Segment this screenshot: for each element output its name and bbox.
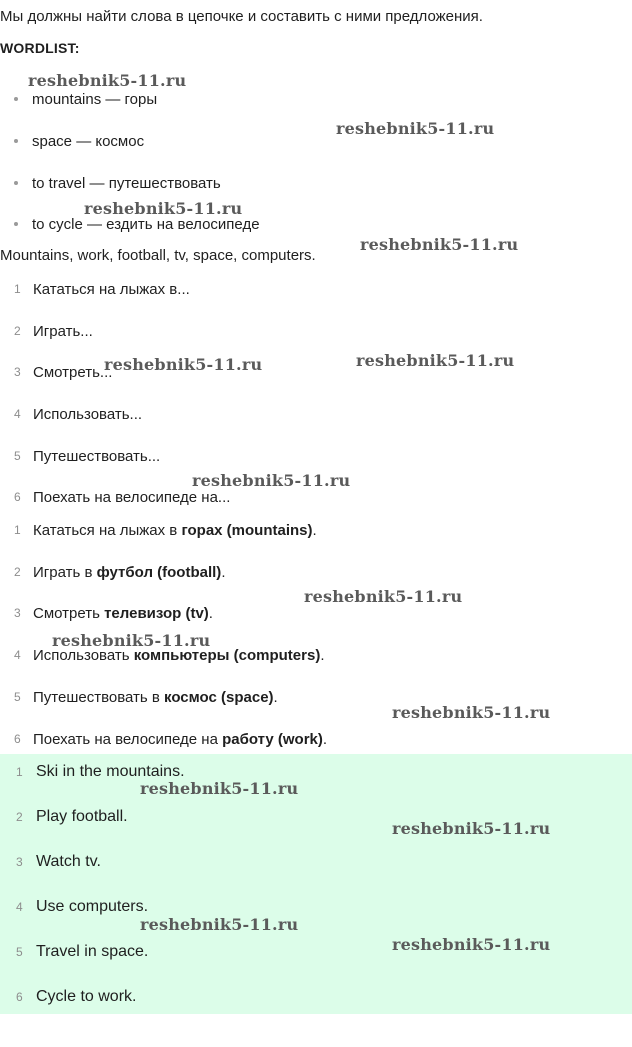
item-number: 4 <box>16 900 23 914</box>
item-number: 5 <box>16 945 23 959</box>
word-chain: Mountains, work, football, tv, space, computers. <box>0 247 316 264</box>
ru-answer-item <box>14 686 278 708</box>
wordlist-item-text: mountains — горы <box>32 90 158 108</box>
answer-bold: космос (space) <box>164 688 274 706</box>
answer-plain: Смотреть <box>33 604 100 622</box>
prompt-text: Смотреть... <box>33 363 113 381</box>
answer-plain: Кататься на лыжах в <box>33 521 178 539</box>
item-number: 3 <box>14 365 21 379</box>
watermark: reshebnik5-11.ru <box>84 199 243 218</box>
item-number: 1 <box>16 765 23 779</box>
prompt-item <box>14 403 142 425</box>
item-number: 3 <box>16 855 23 869</box>
answer-end: . <box>208 604 213 622</box>
item-number: 6 <box>14 732 21 746</box>
ru-answer-item <box>14 561 225 583</box>
bullet-dot <box>14 97 18 101</box>
watermark: reshebnik5-11.ru <box>392 819 551 838</box>
en-answer-text: Ski in the mountains. <box>36 763 185 780</box>
item-number: 2 <box>14 565 21 579</box>
ru-answer-item <box>14 602 213 624</box>
answer-end: . <box>273 688 278 706</box>
en-answer-item <box>16 985 136 1009</box>
en-answer-text: Cycle to work. <box>36 988 137 1005</box>
watermark: reshebnik5-11.ru <box>392 703 551 722</box>
en-answer-item <box>16 940 148 964</box>
answer-end: . <box>312 521 317 539</box>
watermark: reshebnik5-11.ru <box>392 935 551 954</box>
en-answer-text: Play football. <box>36 808 128 825</box>
wordlist-item-text: to cycle — ездить на велосипеде <box>32 215 260 233</box>
wordlist-item <box>14 130 144 152</box>
wordlist-item <box>14 88 157 110</box>
prompt-text: Использовать... <box>33 405 143 423</box>
answer-bold: работу (work) <box>222 730 323 748</box>
item-number: 5 <box>14 449 21 463</box>
watermark: reshebnik5-11.ru <box>336 119 495 138</box>
prompt-item <box>14 278 190 300</box>
ru-answer-item <box>14 519 317 541</box>
watermark: reshebnik5-11.ru <box>140 915 299 934</box>
answer-end: . <box>320 646 325 664</box>
intro-text: Мы должны найти слова в цепочке и составить с ними предложения. <box>0 8 483 25</box>
item-number: 3 <box>14 606 21 620</box>
ru-answer-item <box>14 728 327 750</box>
item-number: 1 <box>14 282 21 296</box>
prompt-item <box>14 361 112 383</box>
answer-bold: компьютеры (computers) <box>133 646 321 664</box>
item-number: 4 <box>14 648 21 662</box>
answer-end: . <box>221 563 226 581</box>
prompt-text: Путешествовать... <box>33 447 161 465</box>
item-number: 6 <box>16 990 23 1004</box>
bullet-dot <box>14 222 18 226</box>
wordlist-item-text: to travel — путешествовать <box>32 174 221 192</box>
item-number: 2 <box>16 810 23 824</box>
item-number: 2 <box>14 324 21 338</box>
watermark: reshebnik5-11.ru <box>356 351 515 370</box>
item-number: 6 <box>14 490 21 504</box>
en-answer-text: Watch tv. <box>36 853 101 870</box>
prompt-text: Играть... <box>33 322 93 340</box>
prompt-item <box>14 320 93 342</box>
bullet-dot <box>14 139 18 143</box>
en-answer-text: Use computers. <box>36 898 149 915</box>
en-answer-item <box>16 895 148 919</box>
answer-plain: Использовать <box>33 646 130 664</box>
watermark: reshebnik5-11.ru <box>140 779 299 798</box>
answer-bold: футбол (football) <box>96 563 222 581</box>
watermark: reshebnik5-11.ru <box>28 71 187 90</box>
en-answer-item <box>16 850 101 874</box>
english-answer-block <box>0 754 632 1014</box>
wordlist-heading: WORDLIST: <box>0 40 80 56</box>
en-answer-item <box>16 805 128 829</box>
answer-end: . <box>322 730 328 748</box>
watermark: reshebnik5-11.ru <box>52 631 211 650</box>
answer-plain: Путешествовать в <box>33 688 160 706</box>
item-number: 1 <box>14 523 21 537</box>
item-number: 4 <box>14 407 21 421</box>
wordlist-item-text: space — космос <box>32 132 145 150</box>
prompt-text: Поехать на велосипеде на... <box>33 488 231 506</box>
answer-plain: Играть в <box>33 563 93 581</box>
en-answer-text: Travel in space. <box>36 943 149 960</box>
item-number: 5 <box>14 690 21 704</box>
prompt-text: Кататься на лыжах в... <box>33 280 190 298</box>
prompt-item <box>14 445 160 467</box>
answer-bold: телевизор (tv) <box>104 604 209 622</box>
bullet-dot <box>14 181 18 185</box>
watermark: reshebnik5-11.ru <box>360 235 519 254</box>
watermark: reshebnik5-11.ru <box>304 587 463 606</box>
wordlist-item <box>14 172 221 194</box>
answer-plain: Поехать на велосипеде на <box>33 730 218 748</box>
watermark: reshebnik5-11.ru <box>104 355 263 374</box>
answer-bold: горах (mountains) <box>181 521 313 539</box>
watermark: reshebnik5-11.ru <box>192 471 351 490</box>
